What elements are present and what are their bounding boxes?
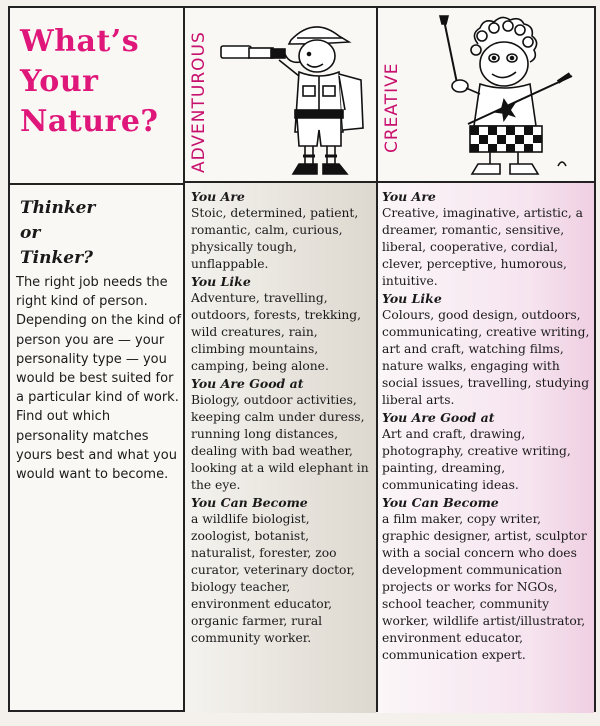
title-line: What’s (20, 24, 140, 59)
section-heading: You Like (191, 274, 251, 289)
adventurous-body (185, 183, 376, 713)
title-line: Your (20, 64, 99, 99)
article-title (10, 8, 183, 142)
creative-header (378, 8, 594, 183)
artist-illustration-icon (408, 14, 578, 179)
creative-body (378, 183, 594, 713)
subheading-line: or (20, 223, 41, 243)
creative-column (378, 8, 594, 710)
intro-column (10, 8, 185, 710)
adventurous-column (185, 8, 378, 710)
section-text: Art and craft, drawing, photography, creative writing, painting, dreaming, communicating ideas. (382, 427, 571, 492)
section-heading: You Can Become (382, 495, 499, 510)
header-divider (10, 183, 183, 185)
section-text: a film maker, copy writer, graphic designer, artist, sculptor with a social concern who does development communication projects or works for NGOs, school teacher, community worker, wildlife artist/illustrator, environment educator, communication expert. (382, 512, 587, 662)
section-heading: You Are (191, 189, 245, 204)
subheading-line: Thinker (20, 198, 96, 218)
section-text: Creative, imaginative, artistic, a dreamer, romantic, sensitive, liberal, cooperative, cordial, clever, perceptive, humorous, intuitive. (382, 206, 584, 288)
creative-label: CREATIVE (382, 62, 402, 153)
section-text: Stoic, determined, patient, romantic, calm, curious, physically tough, unflappable. (191, 206, 359, 271)
section-heading: You Are Good at (382, 410, 495, 425)
explorer-illustration-icon (219, 14, 369, 179)
section-text: Biology, outdoor activities, keeping calm under duress, running long distances, dealing with bad weather, looking at a wild elephant in the eye. (191, 393, 369, 492)
section-text: a wildlife biologist, zoologist, botanist, naturalist, forester, zoo curator, veterinary doctor, biology teacher, environment educator, organic farmer, rural community worker. (191, 512, 355, 645)
title-line: Nature? (20, 104, 159, 139)
adventurous-label: ADVENTUROUS (189, 31, 209, 173)
section-heading: You Like (382, 291, 442, 306)
subheading-line: Tinker? (20, 248, 93, 268)
intro-paragraph: The right job needs the right kind of person. Depending on the kind of person you are — your personality type — you would be best suited for a particular kind of work. Find out which personality matches yours best and what you would want to become. (16, 275, 182, 483)
adventurous-header (185, 8, 376, 183)
article-page (8, 6, 596, 712)
section-heading: You Are (382, 189, 436, 204)
section-text: Adventure, travelling, outdoors, forests, trekking, wild creatures, rain, climbing mountains, camping, being alone. (191, 291, 362, 373)
section-text: Colours, good design, outdoors, communicating, creative writing, art and craft, watching films, nature walks, engaging with social issues, travelling, studying liberal arts. (382, 308, 590, 407)
subheading (20, 196, 95, 271)
section-heading: You Can Become (191, 495, 308, 510)
section-heading: You Are Good at (191, 376, 304, 391)
